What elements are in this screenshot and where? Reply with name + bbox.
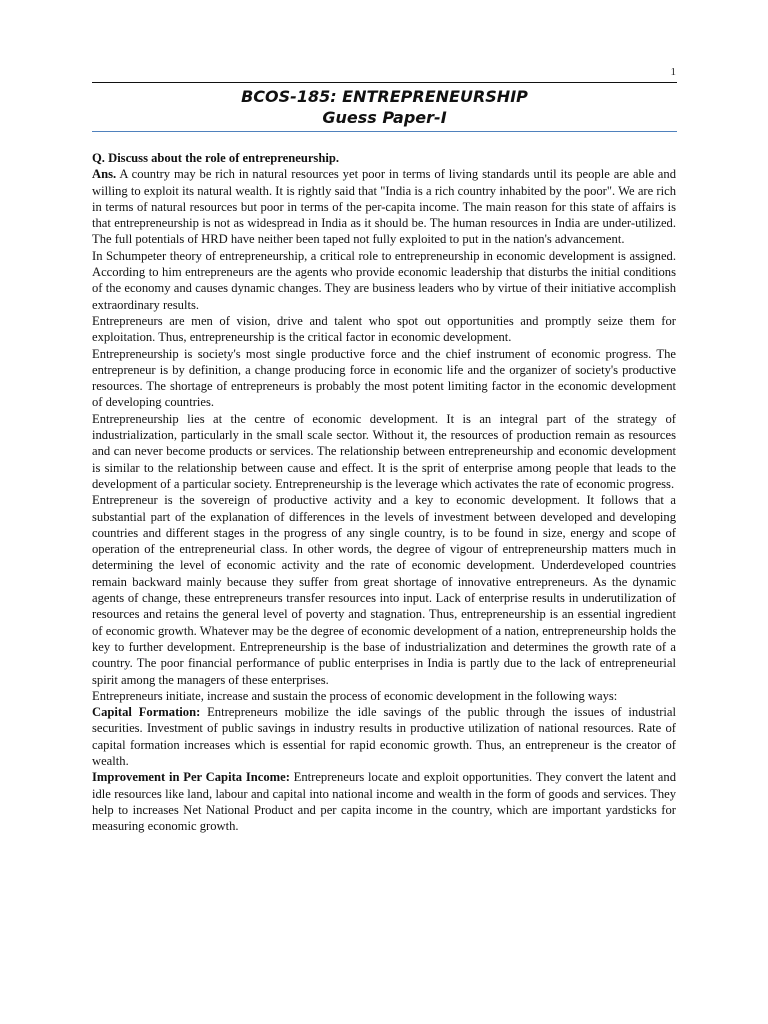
header-rule-top xyxy=(92,82,677,83)
document-subtitle: Guess Paper-I xyxy=(322,108,447,127)
document-title: BCOS-185: ENTREPRENEURSHIP xyxy=(241,87,528,106)
paragraph-per-capita-income xyxy=(92,769,676,834)
paragraph-sovereign: Entrepreneur is the sovereign of productive activity and a key to economic development. It follows that a substantial part of the explanation of differences in the levels of investment between developed and developing countries and different stages in the progress of any single country, is to be found in size, energy and scope of operation of the entrepreneurial class. In other words, the degree of vigour of entrepreneurship matters much in determining the level of economic activity and the rate of economic development. Underdeveloped countries remain backward mainly because they suffer from great shortage of innovative entrepreneurs. As the dynamic agents of change, these entrepreneurs transfer resources into input. Lack of enterprise results in underutilization of resources and retains the general level of poverty and stagnation. Thus, entrepreneurship is an essential ingredient of economic growth. Whatever may be the degree of economic development of a nation, entrepreneurship holds the key to further development. Entrepreneurship is the base of industrialization and determines the growth rate of a country. The poor financial performance of public enterprises in India is partly due to the lack of entrepreneurial spirit among the managers of these enterprises. xyxy=(92,493,676,687)
capital-formation-label: Capital Formation: xyxy=(92,705,201,720)
paragraph-centre: Entrepreneurship lies at the centre of economic development. It is an integral part of the strategy of industrialization, particularly in the small scale sector. Without it, the resources of production remain as resources and can never become products or services. The relationship between entrepreneurship and economic development is similar to the relationship between cause and effect. It is the sprit of enterprise among people that leads to the development of a particular society. Entrepreneurship is the leverage which activates the rate of economic progress. xyxy=(92,411,676,491)
paragraph-productive-force: Entrepreneurship is society's most single productive force and the chief instrument of economic progress. The entrepreneur is by definition, a change producing force in economic life and the organizer of society's productive resources. The shortage of entrepreneurs is probably the most potent limiting factor in the economic development of developing countries. xyxy=(92,346,676,410)
page-number: 1 xyxy=(670,66,676,78)
title-block xyxy=(92,86,677,128)
paragraph-answer xyxy=(92,166,676,247)
per-capita-income-label: Improvement in Per Capita Income: xyxy=(92,770,290,785)
paragraph-schumpeter: In Schumpeter theory of entrepreneurship, a critical role to entrepreneurship in economic development is assigned. According to him entrepreneurs are the agents who provide economic leadership that disturbs the initial conditions of the economy and causes dynamic changes. They are business leaders who by virtue of their initiative accomplish extraordinary results. xyxy=(92,248,676,312)
per-capita-income-text: Entrepreneurs locate and exploit opportunities. They convert the latent and idle resources like land, labour and capital into national income and wealth in the form of goods and services. They help to increases Net National Product and per capita income in the country, which are important yardsticks for measuring economic growth. xyxy=(92,770,676,834)
paragraph-text: A country may be rich in natural resources yet poor in terms of living standards until its people are able and willing to exploit its natural wealth. It is rightly said that "India is a rich country inhabited by the poor". We are rich in terms of natural resources but poor in terms of the per-capita income. The main reason for this state of affairs is that entrepreneurship is not as widespread in India as it should be. The human resources in India are under-utilized. The full potentials of HRD have neither been taped not fully exploited to put in the nation's advancement. xyxy=(92,167,676,247)
question-heading: Q. Discuss about the role of entrepreneurship. xyxy=(92,151,339,165)
answer-label: Ans. xyxy=(92,167,117,182)
paragraph-ways-intro: Entrepreneurs initiate, increase and sustain the process of economic development in the following ways: xyxy=(92,688,618,703)
paragraph-capital-formation xyxy=(92,704,676,769)
header-rule-bottom xyxy=(92,131,677,132)
document-body xyxy=(92,150,676,834)
paragraph-vision: Entrepreneurs are men of vision, drive and talent who spot out opportunities and promptly seize them for exploitation. Thus, entrepreneurship is the critical factor in economic development. xyxy=(92,313,676,345)
capital-formation-text: Entrepreneurs mobilize the idle savings of the public through the issues of industrial securities. Investment of public savings in industry results in productive utilization of national resources. Rate of capital formation increases which is essential for rapid economic growth. Thus, an entrepreneur is the creator of wealth. xyxy=(92,705,676,768)
